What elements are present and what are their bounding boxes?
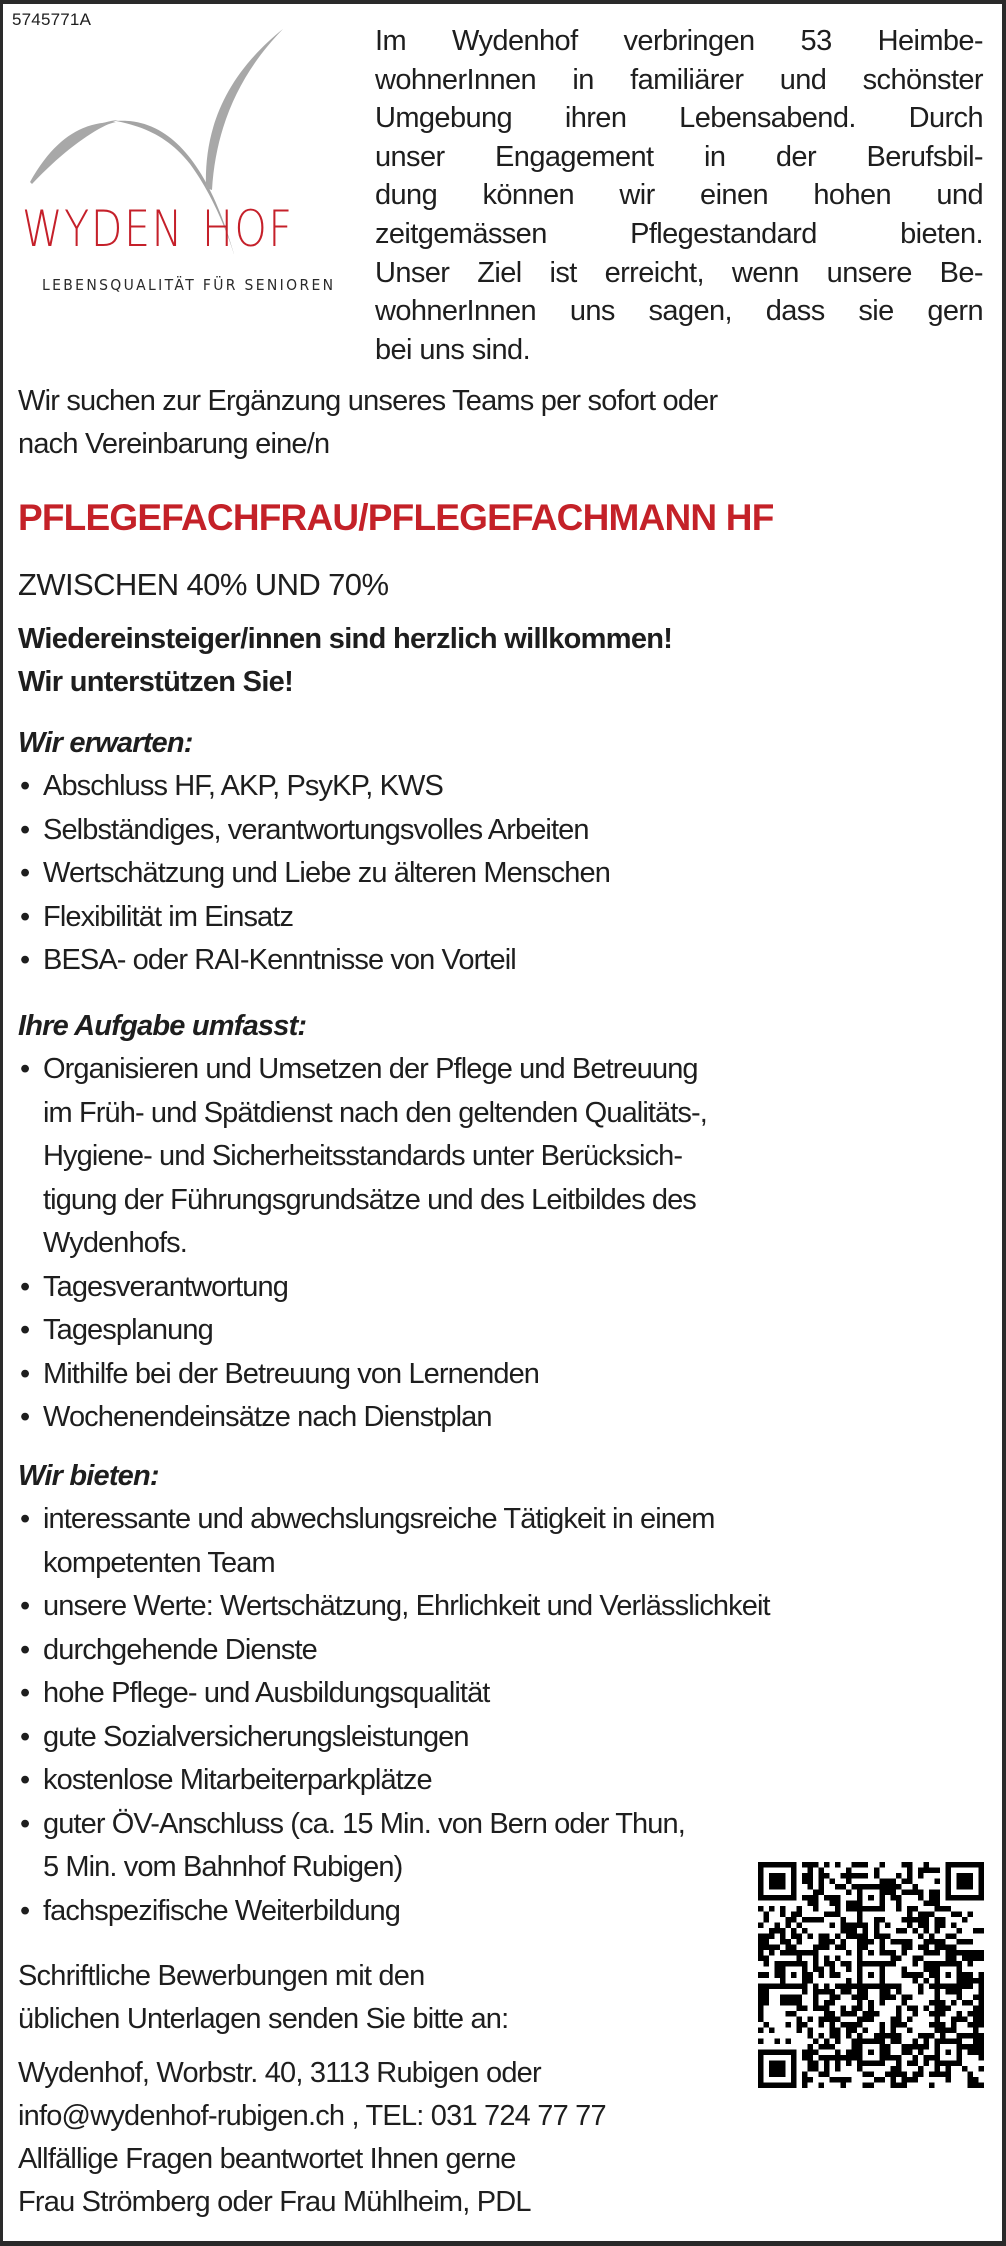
list-item-text: guter ÖV-Anschluss (ca. 15 Min. von Bern oder Thun, — [43, 1807, 685, 1840]
list-item — [18, 1672, 770, 1716]
list-item-text: Tagesverantwortung — [43, 1270, 288, 1303]
list-item-text: kompetenten Team — [43, 1546, 275, 1579]
list-item — [18, 1629, 770, 1673]
bullet-icon: • — [20, 1807, 30, 1840]
intro-line: wohnerInnen in familiärer und schönster — [375, 63, 983, 96]
list-item — [18, 809, 610, 853]
search-line-1: Wir suchen zur Ergänzung unseres Teams per sofort oder — [18, 385, 718, 417]
list-item — [18, 852, 610, 896]
section-heading: Ihre Aufgabe umfasst: — [18, 1010, 307, 1042]
workload: ZWISCHEN 40% UND 70% — [18, 567, 389, 602]
intro-paragraph — [375, 22, 983, 369]
welcome-line-1: Wiedereinsteiger/innen sind herzlich willkommen! — [18, 623, 673, 655]
bullet-icon: • — [20, 1401, 30, 1433]
bullet-icon: • — [20, 1270, 30, 1303]
list-item-text: interessante und abwechslungsreiche Tätigkeit in einem — [43, 1503, 715, 1535]
section-expectations — [18, 722, 610, 983]
section-heading: Wir bieten: — [18, 1460, 159, 1492]
questions-line-2: Frau Strömberg oder Frau Mühlheim, PDL — [18, 2186, 531, 2218]
bullet-icon: • — [20, 1314, 30, 1346]
intro-line: dung können wir einen hohen und — [375, 179, 983, 212]
bullet-icon: • — [20, 1053, 30, 1085]
bullet-icon: • — [20, 857, 30, 889]
list-item-text: Wochenendeinsätze nach Dienstplan — [43, 1401, 492, 1433]
list-item-text: Flexibilität im Einsatz — [43, 900, 294, 933]
list-item-text: fachspezifische Weiterbildung — [43, 1894, 401, 1927]
list-item — [18, 1396, 707, 1440]
bullet-icon: • — [20, 813, 30, 846]
section-offer — [18, 1455, 770, 1933]
welcome-note — [18, 618, 672, 704]
list-item-text: unsere Werte: Wertschätzung, Ehrlichkeit und Verlässlichkeit — [43, 1590, 770, 1622]
list-item-text: kostenlose Mitarbeiterparkplätze — [43, 1764, 432, 1796]
bullet-icon: • — [20, 1633, 30, 1666]
logo-wordmark — [22, 200, 294, 258]
wydenhof-logo — [18, 22, 348, 294]
intro-line: unser Engagement in der Berufsbil- — [375, 140, 983, 173]
list-item — [18, 1048, 707, 1266]
list-item-text: tigung der Führungsgrundsätze und des Leitbildes des — [43, 1183, 696, 1216]
list-item-text: Selbständiges, verantwortungsvolles Arbeiten — [43, 813, 589, 846]
list-item-text: im Früh- und Spätdienst nach den geltenden Qualitäts-, — [43, 1096, 707, 1129]
phone-number[interactable]: TEL: 031 724 77 77 — [365, 2100, 606, 2132]
bullet-icon: • — [20, 900, 30, 933]
bullet-icon: • — [20, 770, 30, 802]
list-item — [18, 1759, 770, 1803]
list-item-text: BESA- oder RAI-Kenntnisse von Vorteil — [43, 944, 516, 976]
expectations-list — [18, 765, 610, 983]
bullet-icon: • — [20, 1764, 30, 1796]
bullet-icon: • — [20, 944, 30, 976]
logo-tagline: LEBENSQUALITÄT FÜR SENIOREN — [42, 276, 336, 294]
qr-code-icon — [758, 1862, 984, 2088]
section-tasks — [18, 1005, 707, 1440]
list-item — [18, 1266, 707, 1310]
intro-line: bei uns sind. — [375, 333, 531, 366]
list-item-text: Tagesplanung — [43, 1314, 213, 1346]
search-line-2: nach Vereinbarung eine/n — [18, 428, 330, 460]
bullet-icon: • — [20, 1357, 30, 1390]
list-item — [18, 1890, 770, 1934]
welcome-line-2: Wir unterstützen Sie! — [18, 666, 294, 698]
list-item — [18, 1353, 707, 1397]
job-title: PFLEGEFACHFRAU/PFLEGEFACHMANN HF — [18, 497, 774, 538]
contact-email-phone — [18, 2095, 606, 2138]
logo-word-right: HOF — [201, 200, 294, 258]
list-item-text: Hygiene- und Sicherheitsstandards unter Berücksich- — [43, 1140, 683, 1172]
application-instructions — [18, 1955, 508, 2041]
bullet-icon: • — [20, 1590, 30, 1622]
intro-line: Umgebung ihren Lebensabend. Durch — [375, 102, 983, 135]
logo-word-left: WYDEN — [22, 200, 184, 258]
list-item-text: Wertschätzung und Liebe zu älteren Menschen — [43, 857, 610, 889]
list-item — [18, 1716, 770, 1760]
list-item-text: Mithilfe bei der Betreuung von Lernenden — [43, 1357, 540, 1390]
separator: , — [344, 2100, 366, 2132]
list-item — [18, 939, 610, 983]
search-statement — [18, 380, 717, 466]
bullet-icon: • — [20, 1677, 30, 1709]
list-item — [18, 765, 610, 809]
list-item — [18, 1309, 707, 1353]
list-item-text: hohe Pflege- und Ausbildungsqualität — [43, 1677, 490, 1709]
list-item-text: Abschluss HF, AKP, PsyKP, KWS — [43, 770, 443, 802]
bullet-icon: • — [20, 1503, 30, 1535]
list-item-text: durchgehende Dienste — [43, 1633, 317, 1666]
list-item-text: Organisieren und Umsetzen der Pflege und Betreuung — [43, 1053, 698, 1085]
intro-line: zeitgemässen Pflegestandard bieten. — [375, 217, 983, 250]
questions-line-1: Allfällige Fragen beantwortet Ihnen gerne — [18, 2143, 516, 2175]
bullet-icon: • — [20, 1720, 30, 1753]
contact-block — [18, 2052, 606, 2224]
offer-list — [18, 1498, 770, 1933]
ad-id: 5745771A — [12, 10, 92, 29]
application-line-2: üblichen Unterlagen senden Sie bitte an: — [18, 2003, 509, 2035]
qr-code[interactable] — [758, 1862, 984, 2088]
section-heading: Wir erwarten: — [18, 727, 193, 759]
list-item — [18, 896, 610, 940]
list-item-text: 5 Min. vom Bahnhof Rubigen) — [43, 1851, 403, 1883]
bullet-icon: • — [20, 1894, 30, 1927]
intro-line: wohnerInnen uns sagen, dass sie gern — [375, 295, 983, 328]
list-item — [18, 1498, 770, 1585]
intro-line: Im Wydenhof verbringen 53 Heimbe- — [375, 25, 983, 57]
intro-line: Unser Ziel ist erreicht, wenn unsere Be- — [375, 256, 983, 289]
list-item-text: gute Sozialversicherungsleistungen — [43, 1720, 469, 1753]
list-item — [18, 1803, 770, 1890]
application-line-1: Schriftliche Bewerbungen mit den — [18, 1960, 425, 1992]
email-link[interactable]: info@wydenhof-rubigen.ch — [18, 2100, 345, 2132]
tasks-list — [18, 1048, 707, 1440]
contact-address: Wydenhof, Worbstr. 40, 3113 Rubigen oder — [18, 2057, 541, 2089]
list-item-text: Wydenhofs. — [43, 1227, 187, 1259]
list-item — [18, 1585, 770, 1629]
